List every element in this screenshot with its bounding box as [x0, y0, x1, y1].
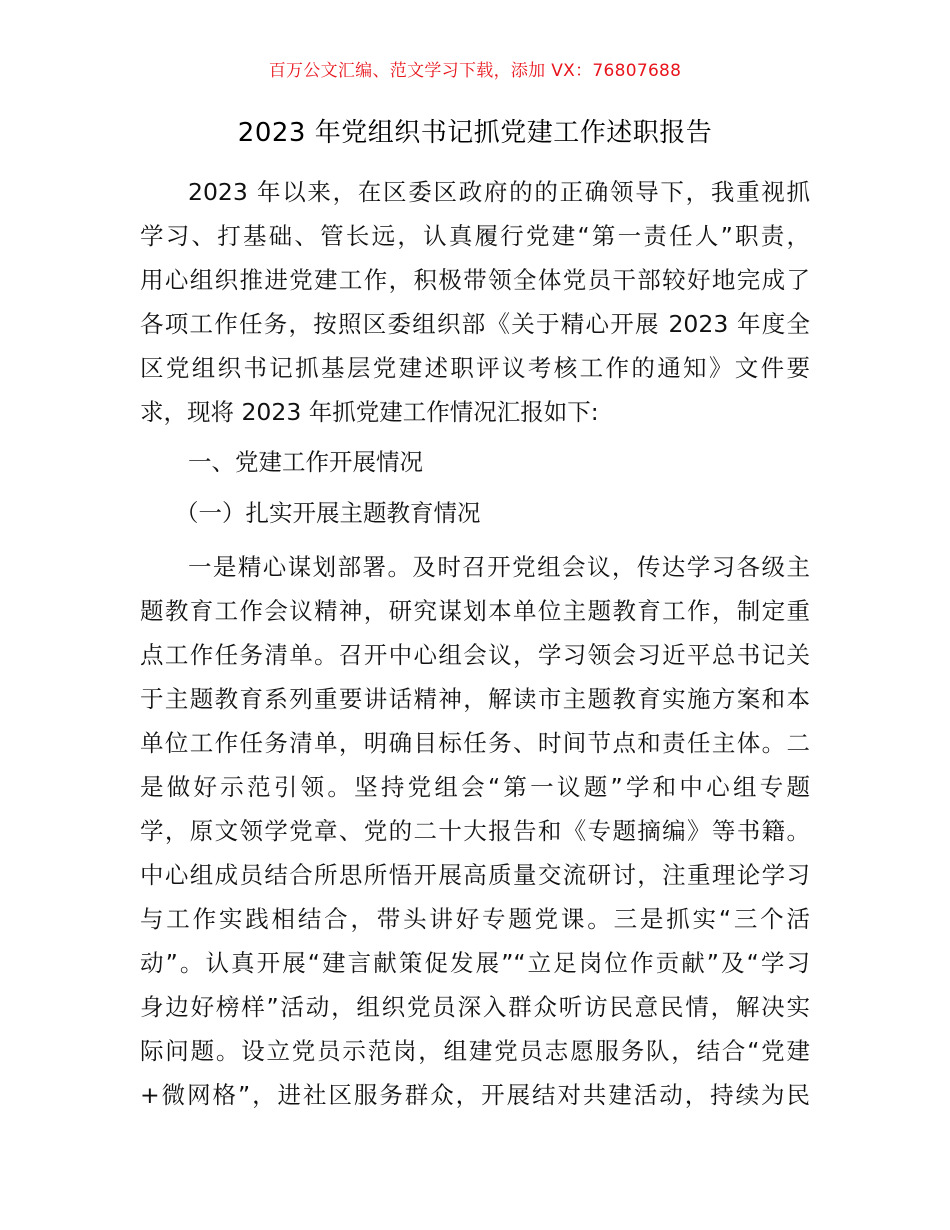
paragraph-line: 学习、打基础、管长远，认真履行党建“第一责任人”职责， — [140, 222, 810, 250]
paragraph-line: 际问题。设立党员示范岗，组建党员志愿服务队，结合“党建 — [140, 1037, 810, 1065]
paragraph-line: 单位工作任务清单，明确目标任务、时间节点和责任主体。二 — [140, 729, 810, 757]
paragraph-line: 学，原文领学党章、党的二十大报告和《专题摘编》等书籍。 — [140, 817, 810, 845]
section-heading: 一、党建工作开展情况 — [188, 448, 423, 476]
paragraph-line: 与工作实践相结合，带头讲好专题党课。三是抓实“三个活 — [140, 905, 810, 933]
paragraph-line: 动”。认真开展“建言献策促发展”“立足岗位作贡献”及“学习 — [140, 949, 810, 977]
paragraph-line: 求，现将 2023 年抓党建工作情况汇报如下: — [140, 398, 599, 426]
document-title: 2023 年党组织书记抓党建工作述职报告 — [237, 118, 713, 148]
watermark-header: 百万公文汇编、范文学习下载，添加 VX：76807688 — [268, 61, 682, 81]
paragraph-line: 各项工作任务，按照区委组织部《关于精心开展 2023 年度全 — [140, 310, 810, 338]
paragraph-line: 身边好榜样”活动，组织党员深入群众听访民意民情，解决实 — [140, 993, 810, 1021]
subsection-heading: （一）扎实开展主题教育情况 — [175, 499, 481, 527]
paragraph-line: 2023 年以来，在区委区政府的的正确领导下，我重视抓 — [188, 178, 810, 206]
paragraph-line: 中心组成员结合所思所悟开展高质量交流研讨，注重理论学习 — [140, 861, 810, 889]
paragraph-line: 一是精心谋划部署。及时召开党组会议，传达学习各级主 — [188, 553, 810, 581]
paragraph-line: 点工作任务清单。召开中心组会议，学习领会习近平总书记关 — [140, 641, 810, 669]
paragraph-line: +微网格”，进社区服务群众，开展结对共建活动，持续为民 — [140, 1081, 810, 1109]
paragraph-line: 用心组织推进党建工作，积极带领全体党员干部较好地完成了 — [140, 266, 810, 294]
paragraph-line: 于主题教育系列重要讲话精神，解读市主题教育实施方案和本 — [140, 685, 810, 713]
paragraph-line: 题教育工作会议精神，研究谋划本单位主题教育工作，制定重 — [140, 597, 810, 625]
paragraph-line: 是做好示范引领。坚持党组会“第一议题”学和中心组专题 — [140, 773, 810, 801]
paragraph-line: 区党组织书记抓基层党建述职评议考核工作的通知》文件要 — [140, 354, 810, 382]
